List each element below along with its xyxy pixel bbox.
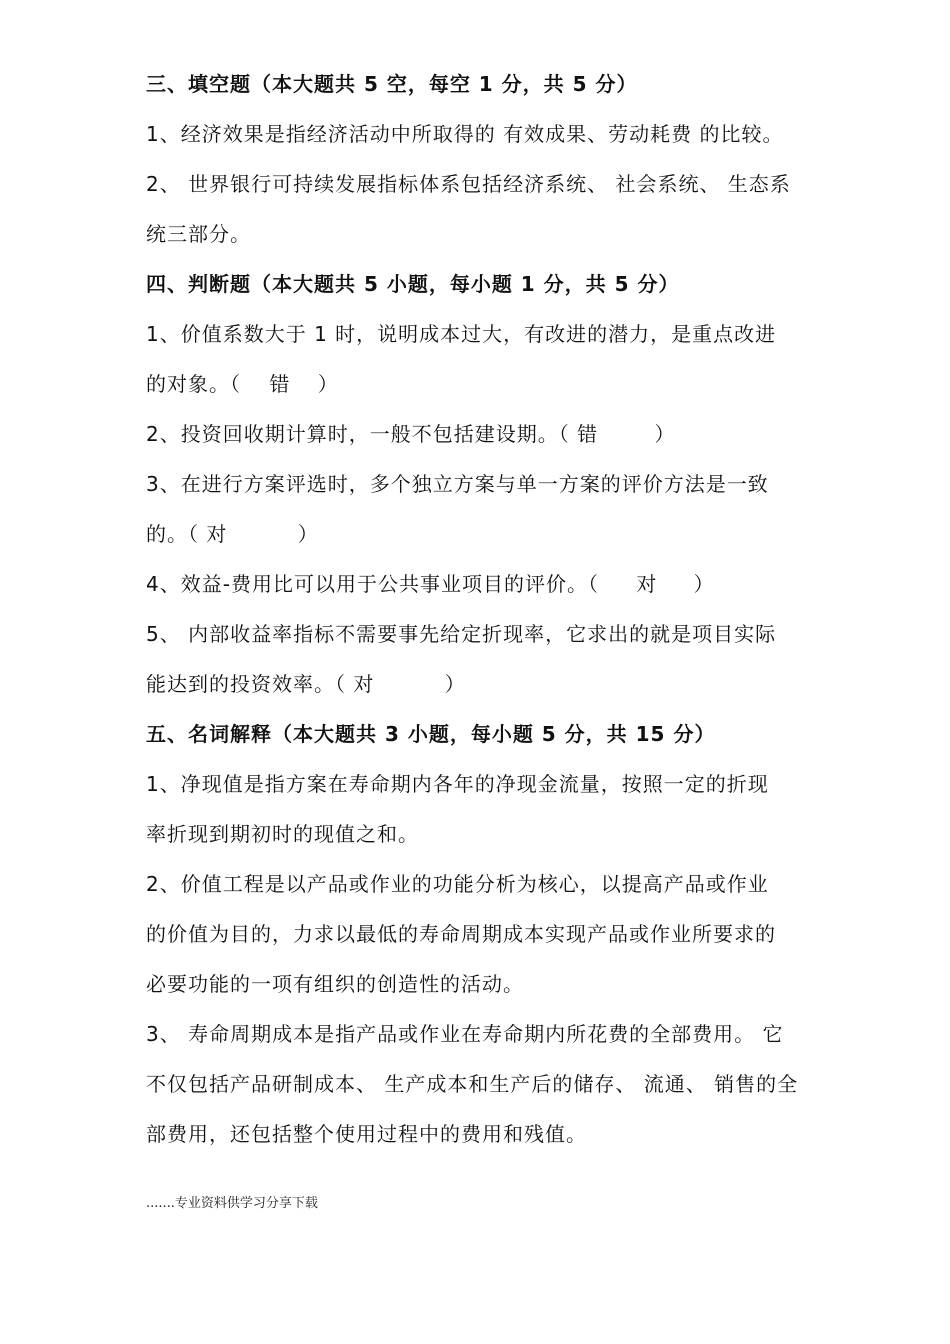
judgment-answer-4: 对 bbox=[636, 572, 657, 596]
term-definition-3-line-2: 不仅包括产品研制成本、 生产成本和生产后的储存、 流通、 销售的全 bbox=[146, 1072, 799, 1096]
section-3-heading: 三、填空题（本大题共 5 空，每空 1 分，共 5 分） bbox=[146, 72, 638, 96]
judgment-question-4 bbox=[146, 570, 826, 598]
judgment-question-1-text: 的对象。（ bbox=[146, 372, 241, 396]
judgment-answer-5: 对 bbox=[353, 672, 374, 696]
judgment-question-4-text: 4、效益-费用比可以用于公共事业项目的评价。（ bbox=[146, 572, 599, 596]
close-paren: ） bbox=[317, 372, 339, 396]
judgment-answer-1: 错 bbox=[269, 372, 290, 396]
judgment-question-3-line-1: 3、在进行方案评选时，多个独立方案与单一方案的评价方法是一致 bbox=[146, 472, 769, 496]
close-paren: ） bbox=[693, 572, 715, 596]
page-footer: .......专业资料供学习分享下载 bbox=[146, 1196, 318, 1211]
term-definition-3-line-3: 部费用，还包括整个使用过程中的费用和残值。 bbox=[146, 1122, 587, 1146]
judgment-question-5-line-1: 5、 内部收益率指标不需要事先给定折现率，它求出的就是项目实际 bbox=[146, 622, 777, 646]
judgment-answer-2: 错 bbox=[577, 422, 598, 446]
judgment-question-1-line-2 bbox=[146, 370, 826, 398]
judgment-question-2 bbox=[146, 420, 826, 448]
judgment-question-1-line-1: 1、价值系数大于 1 时，说明成本过大，有改进的潜力，是重点改进 bbox=[146, 322, 777, 346]
term-definition-1-line-1: 1、净现值是指方案在寿命期内各年的净现金流量，按照一定的折现 bbox=[146, 772, 769, 796]
close-paren: ） bbox=[297, 522, 319, 546]
judgment-question-5-line-2 bbox=[146, 670, 826, 698]
term-definition-3-line-1: 3、 寿命周期成本是指产品或作业在寿命期内所花费的全部费用。 它 bbox=[146, 1022, 784, 1046]
judgment-answer-3: 对 bbox=[206, 522, 227, 546]
close-paren: ） bbox=[444, 672, 466, 696]
section-4-heading: 四、判断题（本大题共 5 小题，每小题 1 分，共 5 分） bbox=[146, 272, 680, 296]
section-5-heading: 五、名词解释（本大题共 3 小题，每小题 5 分，共 15 分） bbox=[146, 722, 716, 746]
term-definition-2-line-1: 2、价值工程是以产品或作业的功能分析为核心，以提高产品或作业 bbox=[146, 872, 769, 896]
judgment-question-5-text: 能达到的投资效率。（ bbox=[146, 672, 346, 696]
judgment-question-3-text: 的。（ bbox=[146, 522, 199, 546]
judgment-question-2-text: 2、投资回收期计算时，一般不包括建设期。（ bbox=[146, 422, 570, 446]
fill-blank-question-1: 1、经济效果是指经济活动中所取得的 有效成果、劳动耗费 的比较。 bbox=[146, 122, 784, 146]
judgment-question-3-line-2 bbox=[146, 520, 826, 548]
close-paren: ） bbox=[654, 422, 676, 446]
term-definition-2-line-3: 必要功能的一项有组织的创造性的活动。 bbox=[146, 972, 524, 996]
fill-blank-question-2-line-1: 2、 世界银行可持续发展指标体系包括经济系统、 社会系统、 生态系 bbox=[146, 172, 791, 196]
term-definition-2-line-2: 的价值为目的，力求以最低的寿命周期成本实现产品或作业所要求的 bbox=[146, 922, 776, 946]
term-definition-1-line-2: 率折现到期初时的现值之和。 bbox=[146, 822, 419, 846]
fill-blank-question-2-line-2: 统三部分。 bbox=[146, 222, 251, 246]
